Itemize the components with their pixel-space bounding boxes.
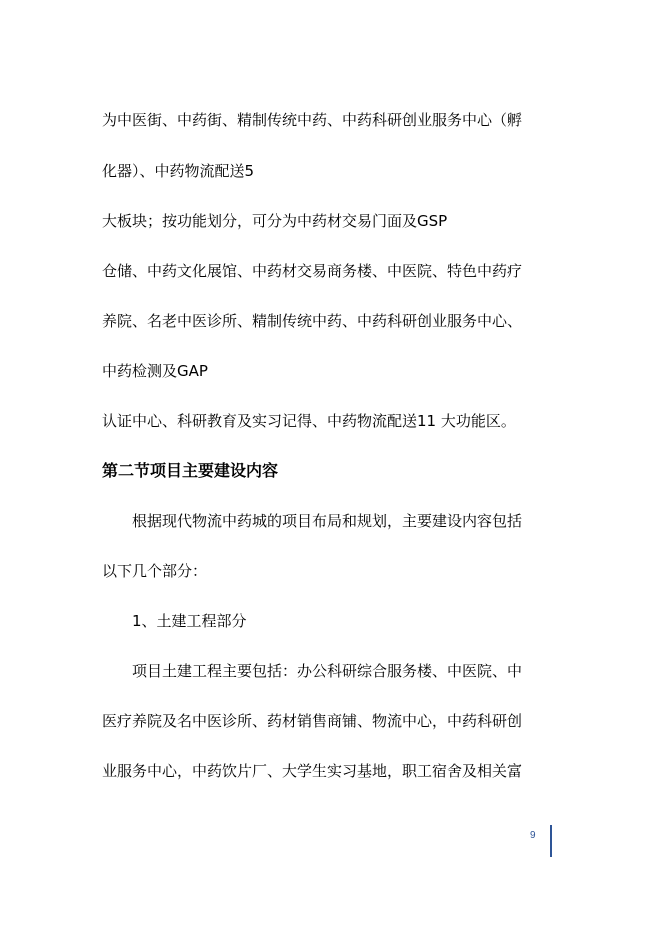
construction-line-3: 业服务中心，中药饮片厂、大学生实习基地，职工宿舍及相关富 xyxy=(102,762,523,780)
construction-line-2: 医疗养院及名中医诊所、药材销售商铺、物流中心，中药科研创 xyxy=(102,712,523,730)
subsection-title: 1、土建工程部分 xyxy=(132,612,247,630)
page-number: 9 xyxy=(530,830,536,841)
section-heading: 第二节项目主要建设内容 xyxy=(102,461,279,480)
body-line-2: 化器）、中药物流配送5 xyxy=(102,162,255,180)
body-line-1: 为中医街、中药街、精制传统中药、中药科研创业服务中心（孵 xyxy=(102,111,523,129)
body-line-7: 认证中心、科研教育及实习记得、中药物流配送11 大功能区。 xyxy=(102,412,516,430)
body-line-3: 大板块；按功能划分，可分为中药材交易门面及GSP xyxy=(102,212,448,230)
construction-line-1: 项目土建工程主要包括：办公科研综合服务楼、中医院、中 xyxy=(132,662,523,680)
body-line-4: 仓储、中药文化展馆、中药材交易商务楼、中医院、特色中药疗 xyxy=(102,262,523,280)
intro-line-2: 以下几个部分： xyxy=(102,562,208,580)
body-line-5: 养院、名老中医诊所、精制传统中药、中药科研创业服务中心、 xyxy=(102,312,523,330)
page-number-rule xyxy=(550,825,552,857)
intro-line-1: 根据现代物流中药城的项目布局和规划，主要建设内容包括 xyxy=(132,512,523,530)
body-line-6: 中药检测及GAP xyxy=(102,362,208,380)
